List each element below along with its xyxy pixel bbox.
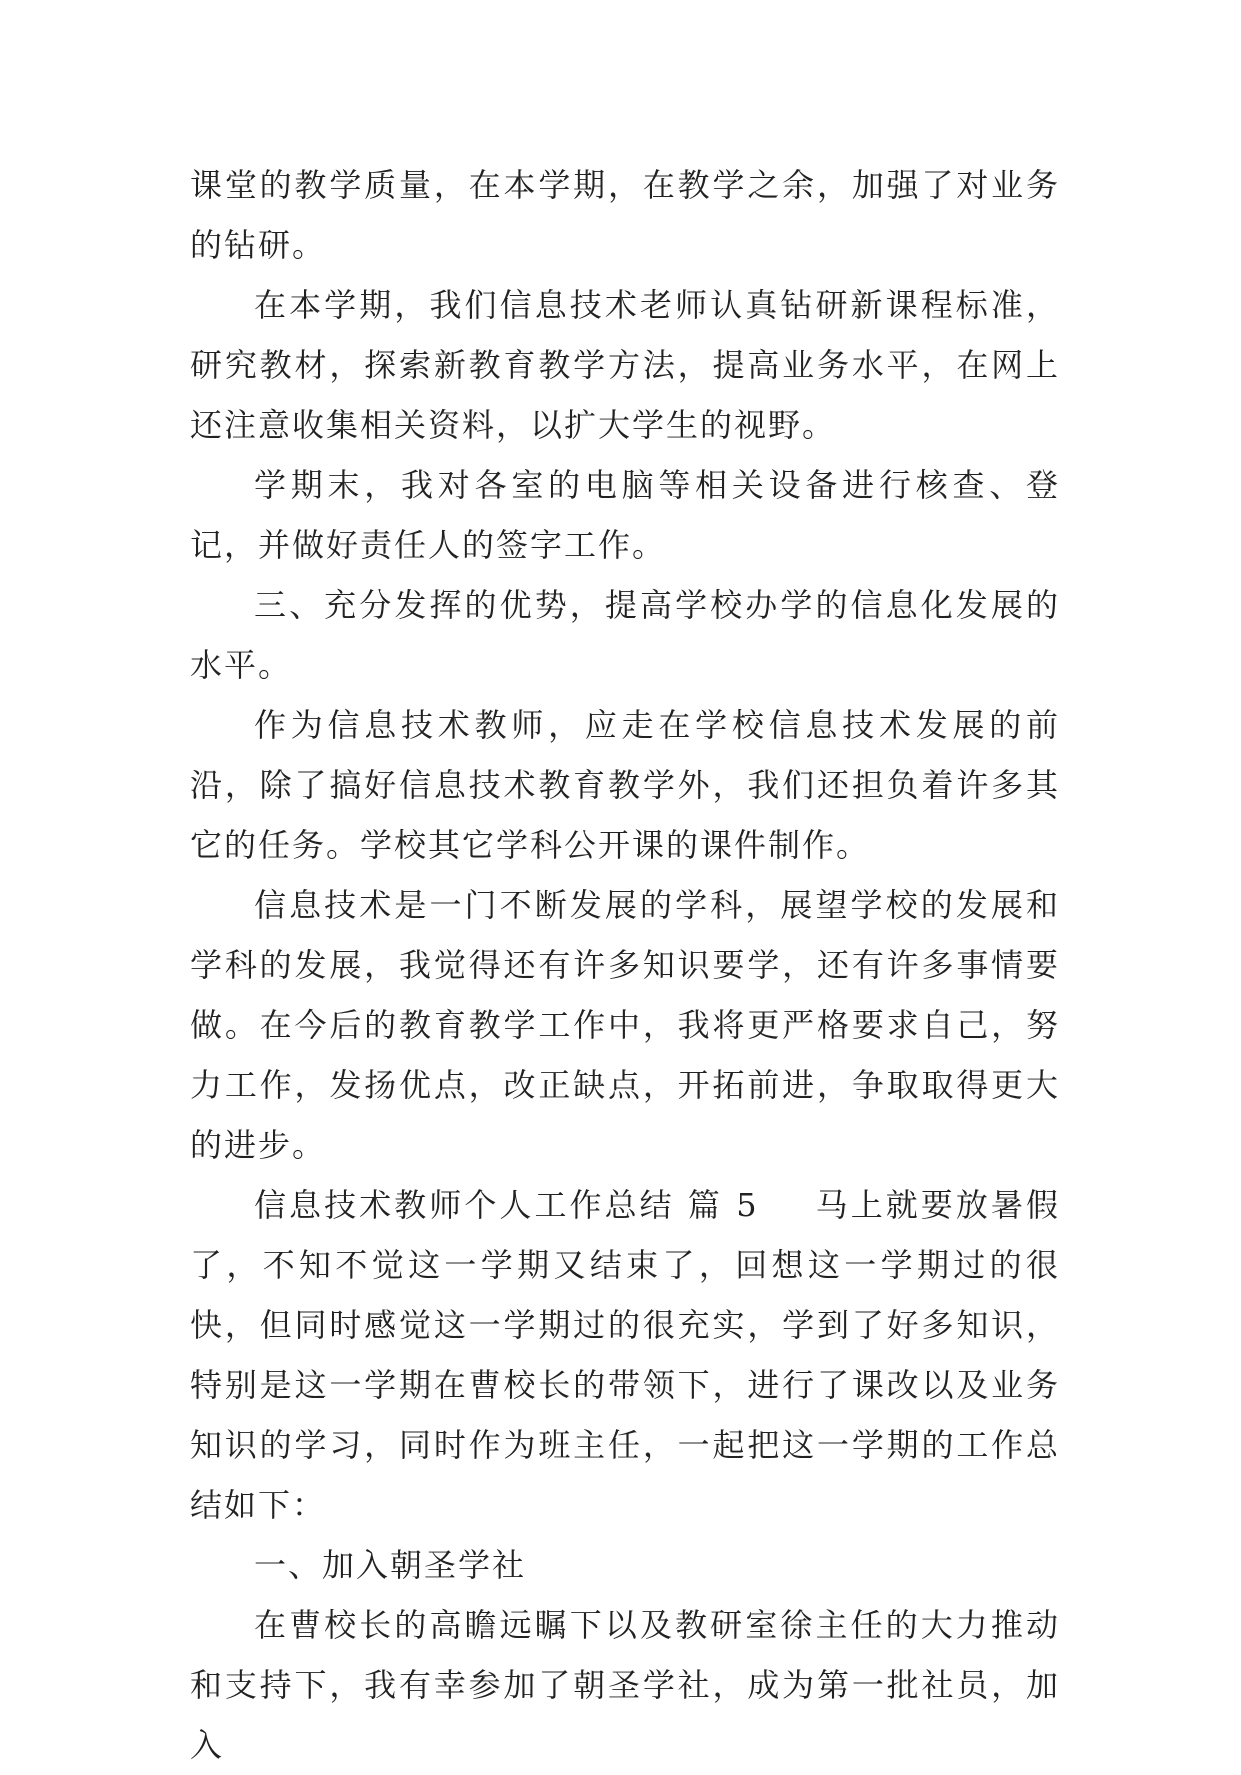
paragraph-1: 课堂的教学质量，在本学期，在教学之余，加强了对业务的钻研。 (190, 166, 1060, 264)
section-body: 马上就要放暑假了，不知不觉这一学期又结束了，回想这一学期过的很快，但同时感觉这一学期过的很充实，学到了好多知识，特别是这一学期在曹校长的带领下，进行了课改以及业务知识的学习，同时作为班主任，一起把这一学期的工作总结如下： (190, 1186, 1060, 1524)
paragraph-4: 三、充分发挥的优势，提高学校办学的信息化发展的水平。 (190, 586, 1060, 684)
paragraph-6: 信息技术是一门不断发展的学科，展望学校的发展和学科的发展，我觉得还有许多知识要学，还有许多事情要做。在今后的教育教学工作中，我将更严格要求自己，努力工作，发扬优点，改正缺点，开拓前进，争取取得更大的进步。 (190, 886, 1060, 1164)
final-paragraph: 在曹校长的高瞻远瞩下以及教研室徐主任的大力推动和支持下，我有幸参加了朝圣学社，成为第一批社员，加入 (190, 1606, 1060, 1764)
section-title: 信息技术教师个人工作总结 篇 5 (254, 1186, 759, 1224)
heading-1: 一、加入朝圣学社 (254, 1546, 527, 1584)
section-paragraph (190, 1175, 1060, 1535)
paragraph-5: 作为信息技术教师，应走在学校信息技术发展的前沿，除了搞好信息技术教育教学外，我们还担负着许多其它的任务。学校其它学科公开课的课件制作。 (190, 706, 1060, 864)
paragraph-3: 学期末，我对各室的电脑等相关设备进行核查、登记，并做好责任人的签字工作。 (190, 466, 1060, 564)
document-body (190, 155, 1060, 1775)
paragraph-2: 在本学期，我们信息技术老师认真钻研新课程标准，研究教材，探索新教育教学方法，提高业务水平，在网上还注意收集相关资料，以扩大学生的视野。 (190, 286, 1060, 444)
